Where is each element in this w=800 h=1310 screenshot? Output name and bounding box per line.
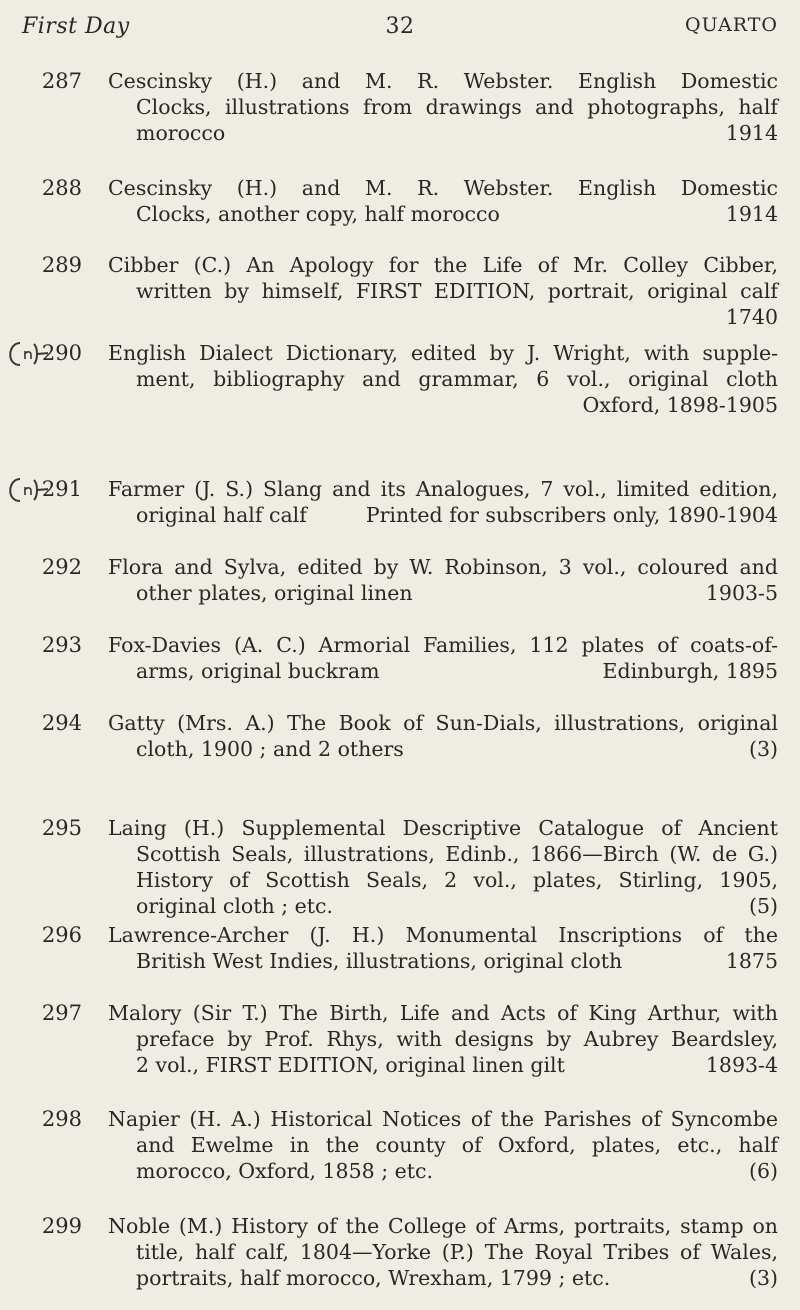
lot-description [108,710,778,762]
lot-description [108,175,778,227]
description-end: original cloth ; etc. [136,894,334,918]
description-end: morocco, Oxford, 1858 ; etc. [136,1159,433,1183]
lot-number: 287 [41,69,82,93]
lot-number: 298 [41,1107,82,1131]
lot-date: 1740 [725,305,778,329]
description-line: History of Scottish Seals, 2 vol., plates, Stirling, 1905, [136,868,778,892]
description-last-line [108,120,778,146]
description-line: ment, bibliography and grammar, 6 vol., original cloth [136,367,778,391]
description-end: British West Indies, illustrations, original cloth [136,949,623,973]
lot-date: 1914 [725,202,778,226]
lot-date: 1893-4 [705,1053,778,1077]
description-end: cloth, 1900 ; and 2 others [136,737,404,761]
description-line: written by himself, FIRST EDITION, portrait, original calf [136,279,778,303]
description-last-line [108,736,778,762]
description-last-line [108,948,778,974]
lot-description [108,1213,778,1291]
description-end: other plates, original linen [136,581,413,605]
description-end: portraits, half morocco, Wrexham, 1799 ; etc. [136,1266,611,1290]
lot-date: (3) [748,737,778,761]
lot-description [108,632,778,684]
description-line: Cescinsky (H.) and M. R. Webster. English Domestic [108,176,778,200]
lot-description [108,1000,778,1078]
lot-number: 288 [41,176,82,200]
lot-number: 295 [41,816,82,840]
description-last-line [108,1158,778,1184]
lot-number: 290 [41,341,82,365]
lot-date: 1903-5 [705,581,778,605]
description-line: preface by Prof. Rhys, with designs by Aubrey Beardsley, [136,1027,778,1051]
running-head-left: First Day [22,14,130,39]
description-end: 2 vol., FIRST EDITION, original linen gilt [136,1053,565,1077]
lot-number: 293 [41,633,82,657]
description-line: Lawrence-Archer (J. H.) Monumental Inscriptions of the [108,923,778,947]
running-head-right: QUARTO [685,14,778,36]
description-line: Laing (H.) Supplemental Descriptive Catalogue of Ancient [108,816,778,840]
lot-date: Oxford, 1898-1905 [582,393,778,417]
page-header [22,14,778,44]
description-last-line [108,580,778,606]
description-line: and Ewelme in the county of Oxford, plates, etc., half [136,1133,778,1157]
lot-number: 296 [41,923,82,947]
lot-description [108,922,778,974]
description-end: arms, original buckram [136,659,380,683]
lot-number: 297 [41,1001,82,1025]
description-last-line [108,392,778,418]
lot-description [108,554,778,606]
description-line: Napier (H. A.) Historical Notices of the Parishes of Syncombe [108,1107,778,1131]
description-last-line [108,201,778,227]
description-line: Clocks, illustrations from drawings and photographs, half [136,95,778,119]
lot-description [108,252,778,330]
lot-date: 1914 [725,121,778,145]
description-line: Scottish Seals, illustrations, Edinb., 1866—Birch (W. de G.) [136,842,778,866]
description-line: Flora and Sylva, edited by W. Robinson, 3 vol., coloured and [108,555,778,579]
description-line: Fox-Davies (A. C.) Armorial Families, 112 plates of coats-of- [108,633,778,657]
lot-number: 289 [41,253,82,277]
description-line: Malory (Sir T.) The Birth, Life and Acts of King Arthur, with [108,1001,778,1025]
description-line: Farmer (J. S.) Slang and its Analogues, 7 vol., limited edition, [108,477,778,501]
description-last-line [108,658,778,684]
lot-date: (6) [748,1159,778,1183]
lot-description [108,340,778,418]
description-last-line [108,1265,778,1291]
description-end: morocco [136,121,226,145]
description-line: Noble (M.) History of the College of Arms, portraits, stamp on [108,1214,778,1238]
lot-date: (3) [748,1266,778,1290]
lot-number: 292 [41,555,82,579]
description-line: title, half calf, 1804—Yorke (P.) The Royal Tribes of Wales, [136,1240,778,1264]
lot-description [108,815,778,919]
lot-number: 294 [41,711,82,735]
description-last-line [108,304,778,330]
lot-date: Edinburgh, 1895 [602,659,778,683]
description-end: original half calf [136,503,307,527]
description-last-line [108,502,778,528]
lot-number: 291 [41,477,82,501]
lot-date: 1875 [725,949,778,973]
lot-description [108,476,778,528]
description-end: Clocks, another copy, half morocco [136,202,500,226]
lot-date: (5) [748,894,778,918]
description-last-line [108,893,778,919]
lot-date: Printed for subscribers only, 1890-1904 [365,503,778,527]
description-line: Cescinsky (H.) and M. R. Webster. English Domestic [108,69,778,93]
page-number: 32 [385,14,415,39]
lot-description [108,1106,778,1184]
lot-description [108,68,778,146]
description-line: Gatty (Mrs. A.) The Book of Sun-Dials, illustrations, original [108,711,778,735]
description-line: English Dialect Dictionary, edited by J. Wright, with supple- [108,341,778,365]
description-last-line [108,1052,778,1078]
description-line: Cibber (C.) An Apology for the Life of Mr. Colley Cibber, [108,253,778,277]
lot-number: 299 [41,1214,82,1238]
